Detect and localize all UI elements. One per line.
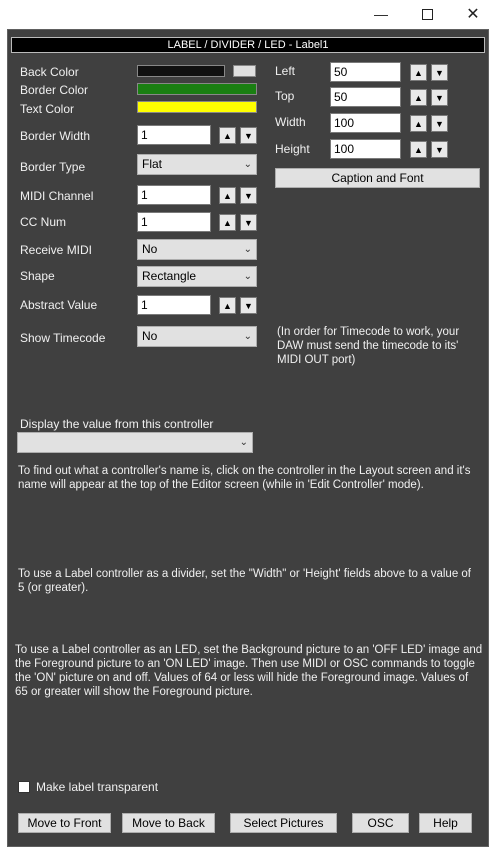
show-timecode-value: No bbox=[142, 329, 158, 343]
select-pictures-button[interactable]: Select Pictures bbox=[230, 813, 337, 833]
cc-num-down-button[interactable]: ▼ bbox=[240, 214, 257, 231]
height-input[interactable]: 100 bbox=[330, 139, 401, 159]
abstract-value-input[interactable]: 1 bbox=[137, 295, 211, 315]
caption-and-font-button[interactable]: Caption and Font bbox=[275, 168, 480, 188]
midi-channel-input[interactable]: 1 bbox=[137, 185, 211, 205]
show-timecode-select[interactable] bbox=[137, 326, 257, 347]
top-down-button[interactable]: ▼ bbox=[431, 89, 448, 106]
border-type-label: Border Type bbox=[20, 160, 86, 174]
back-color-swatch[interactable] bbox=[137, 65, 225, 77]
display-value-label: Display the value from this controller bbox=[20, 417, 214, 431]
abstract-value-down-button[interactable]: ▼ bbox=[240, 297, 257, 314]
shape-value: Rectangle bbox=[142, 269, 197, 283]
back-color-label: Back Color bbox=[20, 65, 79, 79]
width-down-button[interactable]: ▼ bbox=[431, 115, 448, 132]
chevron-down-icon: ⌄ bbox=[243, 159, 252, 170]
chevron-down-icon: ⌄ bbox=[239, 437, 248, 448]
text-color-label: Text Color bbox=[20, 102, 75, 116]
border-color-label: Border Color bbox=[20, 83, 89, 97]
shape-select[interactable] bbox=[137, 266, 257, 287]
receive-midi-select[interactable] bbox=[137, 239, 257, 260]
border-width-input[interactable]: 1 bbox=[137, 125, 211, 145]
chevron-down-icon: ⌄ bbox=[243, 244, 252, 255]
display-value-select[interactable] bbox=[17, 432, 253, 453]
border-type-value: Flat bbox=[142, 157, 163, 171]
abstract-value-label: Abstract Value bbox=[20, 298, 98, 312]
receive-midi-value: No bbox=[142, 242, 158, 256]
osc-button[interactable]: OSC bbox=[352, 813, 409, 833]
left-input[interactable]: 50 bbox=[330, 62, 401, 82]
window-titlebar bbox=[0, 0, 497, 28]
cc-num-up-button[interactable]: ▲ bbox=[219, 214, 236, 231]
shape-label: Shape bbox=[20, 269, 55, 283]
width-up-button[interactable]: ▲ bbox=[410, 115, 427, 132]
timecode-note: (In order for Timecode to work, your DAW must send the timecode to its' MIDI OUT port) bbox=[277, 326, 460, 366]
height-down-button[interactable]: ▼ bbox=[431, 141, 448, 158]
help-button[interactable]: Help bbox=[419, 813, 472, 833]
top-input[interactable]: 50 bbox=[330, 87, 401, 107]
help-text-controller-name: To find out what a controller's name is, click on the controller in the Layout screen and it's name will appear at the top of the Editor screen (while in 'Edit Controller' mode). bbox=[18, 465, 471, 491]
maximize-icon[interactable] bbox=[404, 0, 450, 28]
left-down-button[interactable]: ▼ bbox=[431, 64, 448, 81]
height-up-button[interactable]: ▲ bbox=[410, 141, 427, 158]
move-to-back-button[interactable]: Move to Back bbox=[122, 813, 215, 833]
width-label: Width bbox=[275, 115, 306, 129]
left-label: Left bbox=[275, 64, 296, 78]
midi-channel-label: MIDI Channel bbox=[20, 189, 94, 203]
cc-num-label: CC Num bbox=[20, 215, 67, 229]
editor-header-title: LABEL / DIVIDER / LED - Label1 bbox=[11, 37, 485, 53]
back-color-picker-button[interactable] bbox=[233, 65, 256, 77]
midi-channel-down-button[interactable]: ▼ bbox=[240, 187, 257, 204]
show-timecode-label: Show Timecode bbox=[20, 331, 106, 345]
top-label: Top bbox=[275, 89, 295, 103]
left-up-button[interactable]: ▲ bbox=[410, 64, 427, 81]
border-type-select[interactable] bbox=[137, 154, 257, 175]
midi-channel-up-button[interactable]: ▲ bbox=[219, 187, 236, 204]
text-color-swatch[interactable] bbox=[137, 101, 257, 113]
border-color-swatch[interactable] bbox=[137, 83, 257, 95]
help-text-led: To use a Label controller as an LED, set the Background picture to an 'OFF LED' image and the Foreground picture to an 'ON LED' image. Then use MIDI or OSC commands to toggle the 'ON' picture on and off. Values of 64 or less will hide the Foreground image. Values of 65 or greater will show the Foreground picture. bbox=[15, 644, 483, 698]
transparent-checkbox-label: Make label transparent bbox=[36, 780, 159, 794]
border-width-up-button[interactable]: ▲ bbox=[219, 127, 236, 144]
receive-midi-label: Receive MIDI bbox=[20, 243, 93, 257]
top-up-button[interactable]: ▲ bbox=[410, 89, 427, 106]
border-width-label: Border Width bbox=[20, 129, 91, 143]
chevron-down-icon: ⌄ bbox=[243, 331, 252, 342]
width-input[interactable]: 100 bbox=[330, 113, 401, 133]
transparent-checkbox[interactable] bbox=[18, 781, 30, 793]
height-label: Height bbox=[275, 142, 310, 156]
border-width-down-button[interactable]: ▼ bbox=[240, 127, 257, 144]
move-to-front-button[interactable]: Move to Front bbox=[18, 813, 111, 833]
close-icon[interactable]: ✕ bbox=[466, 6, 480, 23]
cc-num-input[interactable]: 1 bbox=[137, 212, 211, 232]
help-text-divider: To use a Label controller as a divider, set the "Width" or 'Height' fields above to a value of 5 (or greater). bbox=[18, 568, 472, 594]
chevron-down-icon: ⌄ bbox=[243, 271, 252, 282]
minimize-icon[interactable]: — bbox=[374, 6, 388, 22]
abstract-value-up-button[interactable]: ▲ bbox=[219, 297, 236, 314]
